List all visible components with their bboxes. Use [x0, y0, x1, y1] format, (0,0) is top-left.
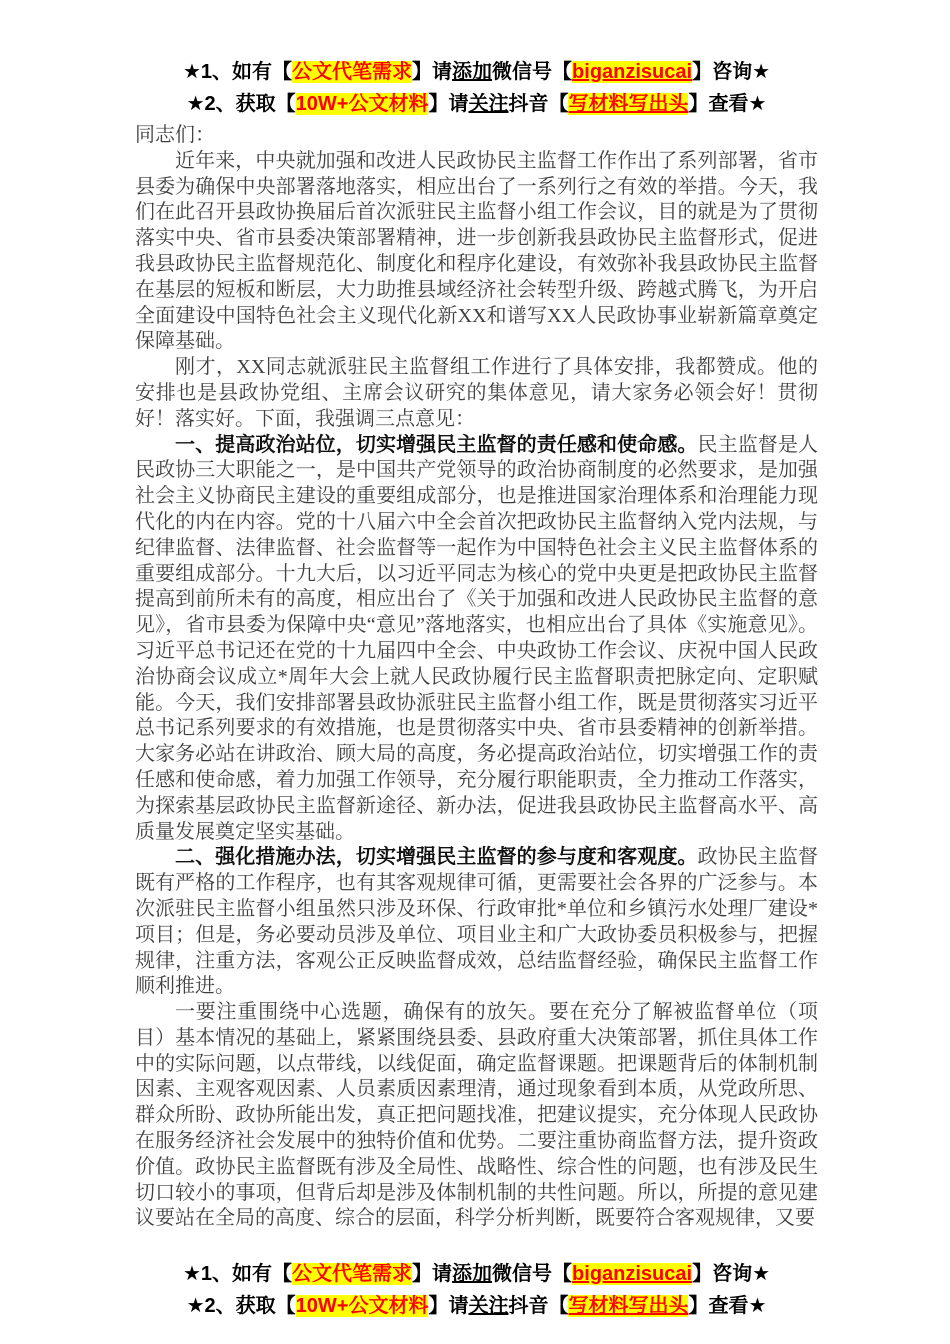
promo-underline-add: 添加 — [452, 61, 493, 83]
promo-text: ★2、获取【 — [186, 1295, 296, 1318]
paragraph-intro — [135, 149, 818, 355]
salutation: 同志们： — [135, 124, 215, 146]
paragraph-text: 刚才，XX同志就派驻民主监督组工作进行了具体安排，我都赞成。他的安排也是县政协党组、主席会议研究的集体意见，请大家务必领会好！贯彻好！落实好。下面，我强调三点意见： — [135, 356, 818, 430]
promo-text: 】咨询★ — [692, 1263, 771, 1286]
douyin-id: 写材料写出头 — [568, 93, 689, 115]
promo-underline-follow: 关注 — [468, 93, 509, 115]
promo-text: 】请 — [428, 1295, 469, 1318]
promo-line-1 — [135, 1258, 818, 1290]
promo-text: ★2、获取【 — [186, 93, 296, 115]
promo-banner-top — [135, 56, 818, 120]
section-2-heading: 二、强化措施办法，切实增强民主监督的参与度和客观度。 — [175, 846, 698, 869]
promo-text: ★1、如有【 — [182, 1263, 293, 1286]
paragraph-text: 一要注重围绕中心选题，确保有的放矢。要在充分了解被监督单位（项目）基本情况的基础上，紧紧围绕县委、县政府重大决策部署，抓住具体工作中的实际问题，以点带线，以线促面，确定监督课题。把课题背后的体制机制因素、主观客观因素、人员素质因素理清，通过现象看到本质，从党政所思、群众所盼、政协所能出发，真正把问题找准，把建议提实，充分体现人民政协在服务经济社会发展中的独特价值和优势。二要注重协商监督方法，提升资政价值。政协民主监督既有涉及全局性、战略性、综合性的问题，也有涉及民生切口较小的事项，但背后却是涉及体制机制的共性问题。所以，所提的意见建议要站在全局的高度、综合的层面，科学分析判断，既要符合客观规律，又要 — [135, 1001, 818, 1230]
douyin-id: 写材料写出头 — [568, 1295, 689, 1318]
speech-body — [135, 123, 818, 1232]
promo-text: 】请 — [412, 1263, 453, 1286]
promo-text: 抖音【 — [508, 1295, 569, 1318]
promo-line-1 — [135, 56, 818, 88]
promo-text: 微信号【 — [492, 61, 573, 83]
promo-highlight-service: 公文代笔需求 — [292, 61, 413, 83]
promo-underline-add: 添加 — [452, 1263, 493, 1286]
promo-text: 微信号【 — [492, 1263, 573, 1286]
promo-text: 】查看★ — [688, 93, 767, 115]
paragraph-text: 民主监督是人民政协三大职能之一，是中国共产党领导的政治协商制度的必然要求，是加强社会主义协商民主建设的重要组成部分，也是推进国家治理体系和治理能力现代化的内在内容。党的十八届六中全会首次把政协民主监督纳入党内法规，与纪律监督、法律监督、社会监督等一起作为中国特色社会主义民主监督体系的重要组成部分。十九大后，以习近平同志为核心的党中央更是把政协民主监督提高到前所未有的高度，相应出台了《关于加强和改进人民政协民主监督的意见》，省市县委为保障中央“意见”落地落实，也相应出台了具体《实施意见》。习近平总书记还在党的十九届四中全会、中央政协工作会议、庆祝中国人民政治协商会议成立*周年大会上就人民政协履行民主监督职责把脉定向、定职赋能。今天，我们安排部署县政协派驻民主监督小组工作，既是贯彻落实习近平总书记系列要求的有效措施，也是贯彻落实中央、省市县委精神的创新举措。大家务必站在讲政治、顾大局的高度，务必提高政治站位，切实增强工作的责任感和使命感，着力加强工作领导，充分履行职能职责，全力推动工作落实，为探索基层政协民主监督新途径、新办法，促进我县政协民主监督高水平、高质量发展奠定坚实基础。 — [135, 433, 818, 843]
section-1-heading: 一、提高政治站位，切实增强民主监督的责任感和使命感。 — [175, 433, 698, 456]
promo-line-2 — [135, 1290, 818, 1322]
promo-text: ★1、如有【 — [182, 61, 293, 83]
paragraph-text: 政协民主监督既有严格的工作程序，也有其客观规律可循，更需要社会各界的广泛参与。本次派驻民主监督小组虽然只涉及环保、行政审批*单位和乡镇污水处理厂建设*项目；但是，务必要动员涉及单位、项目业主和广大政协委员积极参与，把握规律，注重方法，客观公正反映监督成效，总结监督经验，确保民主监督工作顺利推进。 — [135, 846, 818, 998]
paragraph-section-1 — [135, 433, 818, 846]
promo-text: 抖音【 — [508, 93, 569, 115]
promo-line-2 — [135, 88, 818, 120]
paragraph-measures — [135, 1000, 818, 1232]
paragraph-transition — [135, 355, 818, 432]
promo-underline-follow: 关注 — [468, 1295, 509, 1318]
paragraph-section-2 — [135, 845, 818, 1000]
promo-highlight-materials: 10W+公文材料 — [295, 1295, 429, 1318]
promo-highlight-service: 公文代笔需求 — [292, 1263, 413, 1286]
promo-banner-bottom — [135, 1258, 818, 1322]
promo-text: 】查看★ — [688, 1295, 767, 1318]
promo-highlight-materials: 10W+公文材料 — [295, 93, 429, 115]
promo-text: 】请 — [428, 93, 469, 115]
wechat-id: biganzisucai — [572, 1263, 693, 1286]
wechat-id: biganzisucai — [572, 61, 693, 83]
paragraph-text: 近年来，中央就加强和改进人民政协民主监督工作作出了系列部署，省市县委为确保中央部署落地落实，相应出台了一系列行之有效的举措。今天，我们在此召开县政协换届后首次派驻民主监督小组工作会议，目的就是为了贯彻落实中央、省市县委决策部署精神，进一步创新我县政协民主监督形式，促进我县政协民主监督规范化、制度化和程序化建设，有效弥补我县政协民主监督在基层的短板和断层，大力助推县域经济社会转型升级、跨越式腾飞，为开启全面建设中国特色社会主义现代化新XX和谱写XX人民政协事业崭新篇章奠定保障基础。 — [135, 149, 818, 353]
promo-text: 】请 — [412, 61, 453, 83]
promo-text: 】咨询★ — [692, 61, 771, 83]
